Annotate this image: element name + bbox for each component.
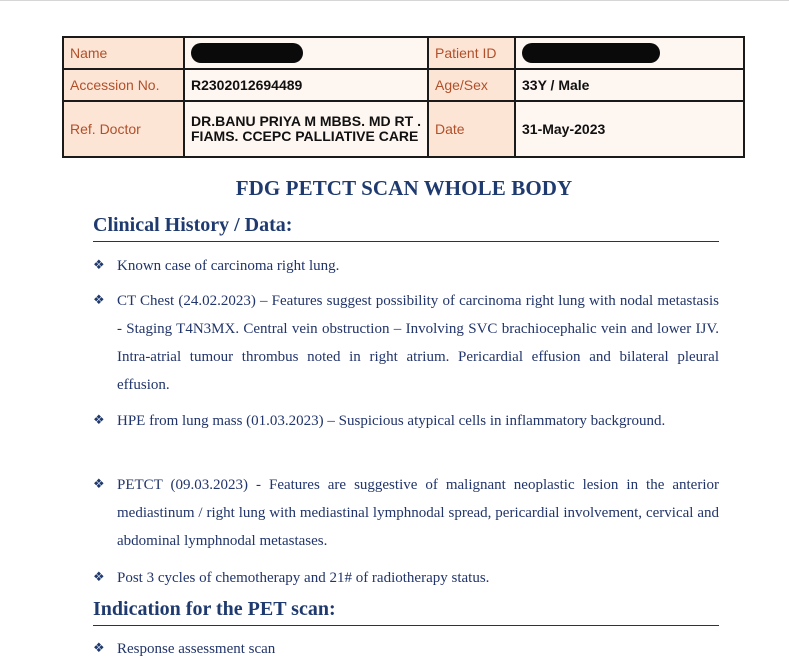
- clinical-item-text: Known case of carcinoma right lung.: [117, 258, 340, 274]
- page-top-border: [0, 0, 789, 1]
- age-sex-label: Age/Sex: [428, 69, 515, 101]
- patient-id-value-redacted: [515, 37, 744, 69]
- ref-doctor-value: DR.BANU PRIYA M MBBS. MD RT . FIAMS. CCEPC PALLIATIVE CARE: [184, 101, 428, 157]
- list-item: [93, 564, 719, 592]
- indication-heading: Indication for the PET scan:: [93, 598, 336, 620]
- diamond-bullet-icon: ❖: [93, 293, 105, 308]
- table-row: [63, 69, 744, 101]
- list-item: [93, 635, 719, 663]
- list-item: [93, 287, 719, 399]
- clinical-item-text: CT Chest (24.02.2023) – Features suggest possibility of carcinoma right lung with nodal metastasis - Staging T4N3MX. Central vein obstruction – Involving SVC brachiocephalic vein and lower IJV. Intra-atrial tumour thrombus noted in right atrium. Pericardial effusion and bilateral pleural effusion.: [117, 293, 719, 393]
- diamond-bullet-icon: ❖: [93, 413, 105, 428]
- date-value: 31-May-2023: [515, 101, 744, 157]
- indication-item-text: Response assessment scan: [117, 641, 276, 657]
- list-item: [93, 471, 719, 555]
- diamond-bullet-icon: ❖: [93, 641, 105, 656]
- name-label: Name: [63, 37, 184, 69]
- clinical-item-text: Post 3 cycles of chemotherapy and 21# of radiotherapy status.: [117, 570, 490, 586]
- redaction-mark: [522, 43, 660, 63]
- clinical-history-heading: Clinical History / Data:: [93, 214, 293, 236]
- name-value-redacted: [184, 37, 428, 69]
- clinical-item-text: PETCT (09.03.2023) - Features are suggestive of malignant neoplastic lesion in the anterior mediastinum / right lung with mediastinal lymphnodal spread, pericardial involvement, cervical and abdominal lymphnodal metastases.: [117, 477, 719, 549]
- date-label: Date: [428, 101, 515, 157]
- ref-doctor-label: Ref. Doctor: [63, 101, 184, 157]
- table-row: [63, 101, 744, 157]
- accession-label: Accession No.: [63, 69, 184, 101]
- report-title: FDG PETCT SCAN WHOLE BODY: [235, 176, 573, 200]
- list-item: [93, 252, 719, 280]
- age-sex-value: 33Y / Male: [515, 69, 744, 101]
- accession-value: R2302012694489: [184, 69, 428, 101]
- diamond-bullet-icon: ❖: [93, 570, 105, 585]
- section-divider: [93, 625, 719, 626]
- patient-id-label: Patient ID: [428, 37, 515, 69]
- table-row: [63, 37, 744, 69]
- diamond-bullet-icon: ❖: [93, 477, 105, 492]
- diamond-bullet-icon: ❖: [93, 258, 105, 273]
- clinical-item-text: HPE from lung mass (01.03.2023) – Suspicious atypical cells in inflammatory background.: [117, 413, 666, 429]
- list-item: [93, 407, 719, 435]
- section-divider: [93, 241, 719, 242]
- patient-info-table: [62, 36, 745, 158]
- redaction-mark: [191, 43, 303, 63]
